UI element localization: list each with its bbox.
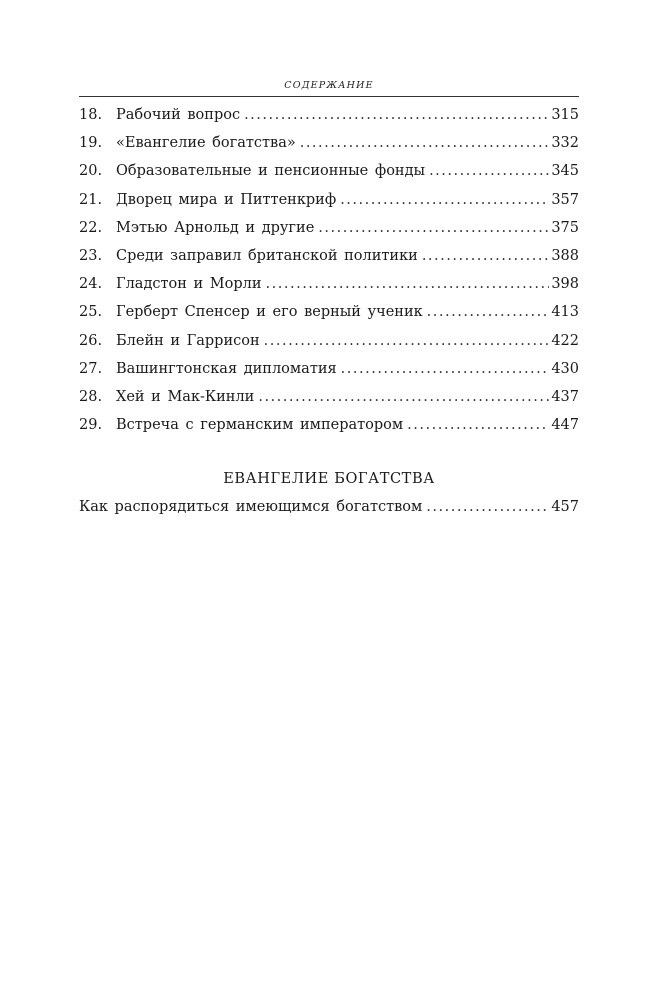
toc-entry-page: 437 — [551, 388, 579, 405]
table-of-contents — [79, 101, 579, 439]
toc-entry-page: 345 — [551, 163, 579, 180]
dot-leader — [422, 242, 549, 270]
toc-entry-number: 27. — [79, 360, 103, 377]
toc-entry-page: 388 — [551, 247, 579, 264]
toc-entry-title: Герберт Спенсер и его верный ученик — [116, 304, 423, 321]
dot-leader — [266, 270, 550, 298]
running-head: СОДЕРЖАНИЕ — [284, 80, 374, 91]
toc-entry[interactable] — [79, 355, 579, 383]
dot-leader — [340, 186, 549, 214]
toc-entry[interactable] — [79, 101, 579, 129]
toc-entry-title: «Евангелие богатства» — [116, 135, 296, 152]
dot-leader — [264, 327, 550, 355]
toc-entry-number: 21. — [79, 191, 103, 208]
toc-entry-page: 430 — [551, 360, 579, 377]
toc-entry-title: Дворец мира и Питтенкриф — [116, 191, 337, 208]
toc-entry-number: 24. — [79, 276, 103, 293]
toc-entry-page: 315 — [551, 107, 579, 123]
dot-leader — [258, 383, 549, 411]
dot-leader — [318, 214, 549, 242]
toc-entry-page: 447 — [551, 417, 579, 434]
toc-entry[interactable] — [79, 186, 579, 214]
toc-entry-title: Как распорядиться имеющимся богатством — [79, 499, 423, 515]
toc-entry-page: 398 — [551, 276, 579, 293]
toc-entry[interactable] — [79, 214, 579, 242]
dot-leader — [244, 101, 549, 129]
header-rule — [79, 96, 579, 97]
toc-entry-number: 25. — [79, 304, 103, 321]
toc-entry[interactable] — [79, 270, 579, 298]
dot-leader — [429, 157, 549, 185]
toc-entry-page: 457 — [551, 499, 579, 515]
dot-leader — [407, 411, 549, 439]
toc-entry-number: 19. — [79, 135, 103, 152]
toc-entry[interactable] — [79, 242, 579, 270]
toc-entry-page: 357 — [551, 191, 579, 208]
toc-entry-number: 26. — [79, 332, 103, 349]
toc-entry[interactable] — [79, 298, 579, 326]
dot-leader — [341, 355, 550, 383]
toc-entry-title: Гладстон и Морли — [116, 276, 262, 293]
toc-entry-title: Вашингтонская дипломатия — [116, 360, 337, 377]
toc-entry[interactable] — [79, 411, 579, 439]
toc-entry-number: 29. — [79, 417, 103, 434]
toc-entry[interactable] — [79, 157, 579, 185]
toc-entry-number: 18. — [79, 107, 103, 123]
toc-entry-title: Среди заправил британской политики — [116, 247, 418, 264]
toc-entry-title: Рабочий вопрос — [116, 107, 241, 123]
section-heading: ЕВАНГЕЛИЕ БОГАТСТВА — [223, 471, 435, 487]
toc-entry-number: 28. — [79, 388, 103, 405]
toc-entry-number: 23. — [79, 247, 103, 264]
toc-entry-page: 332 — [551, 135, 579, 152]
toc-entry-number: 20. — [79, 163, 103, 180]
toc-entry[interactable] — [79, 327, 579, 355]
dot-leader — [427, 298, 550, 326]
toc-entry-title: Хей и Мак-Кинли — [116, 388, 255, 405]
toc-entry-page: 413 — [551, 304, 579, 321]
toc-entry-page: 422 — [551, 332, 579, 349]
toc-entry[interactable] — [79, 493, 579, 521]
toc-entry[interactable] — [79, 383, 579, 411]
toc-entry[interactable] — [79, 129, 579, 157]
toc-entry-title: Образовательные и пенсионные фонды — [116, 163, 426, 180]
dot-leader — [300, 129, 550, 157]
section-contents — [79, 493, 579, 521]
toc-entry-title: Блейн и Гаррисон — [116, 332, 260, 349]
toc-entry-number: 22. — [79, 219, 103, 236]
dot-leader — [426, 493, 549, 521]
toc-entry-title: Мэтью Арнольд и другие — [116, 219, 315, 236]
toc-entry-page: 375 — [551, 219, 579, 236]
toc-entry-title: Встреча с германским императором — [116, 417, 404, 434]
